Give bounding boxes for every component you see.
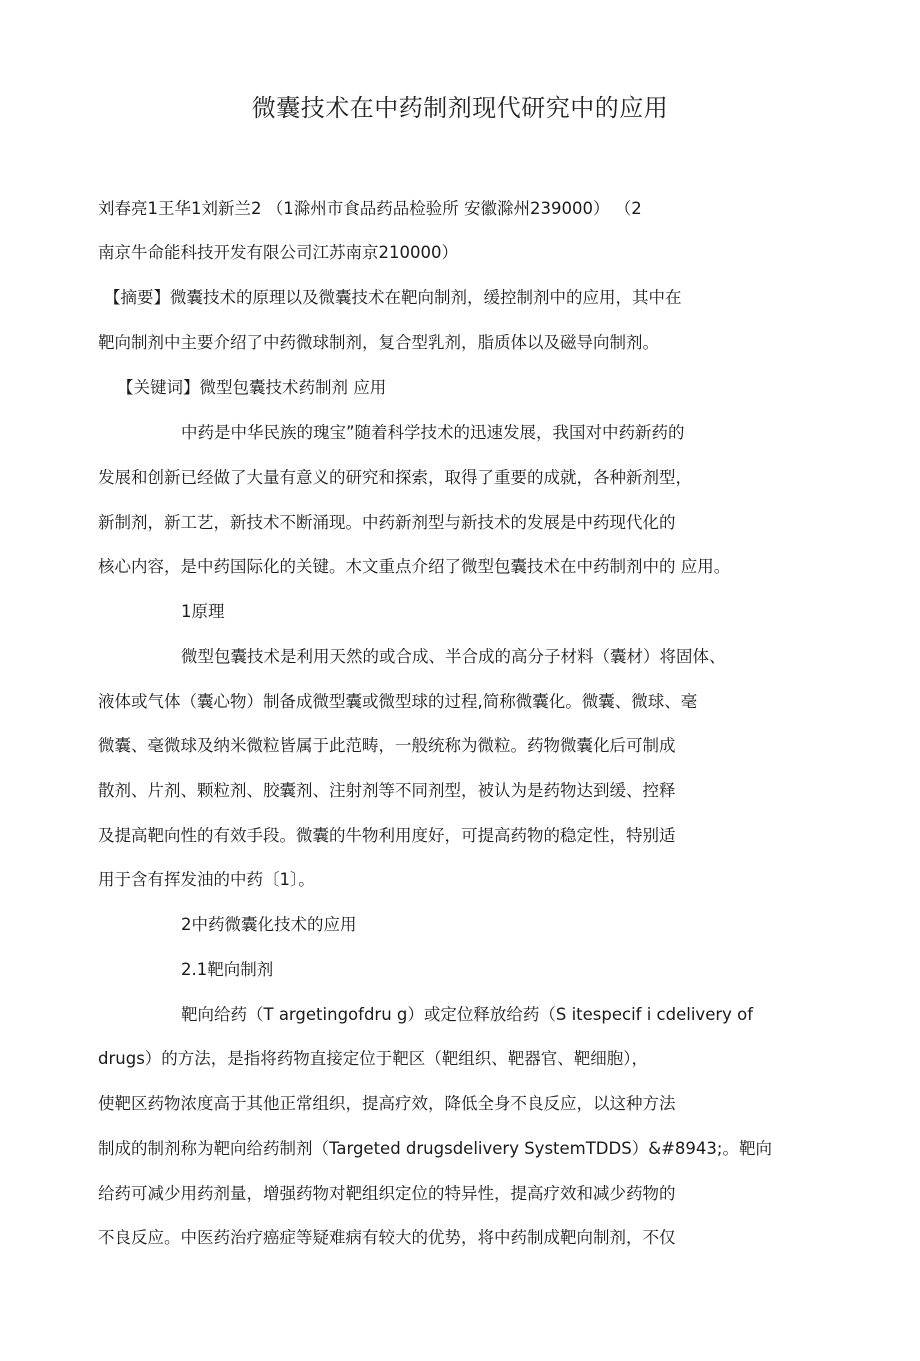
- keywords-line: 【关键词】微型包囊技术药制剂 应用: [117, 378, 387, 397]
- intro-line-1: 中药是中华民族的瑰宝”随着科学技术的迅速发展，我国对中药新药的: [181, 423, 685, 442]
- intro-line-4: 核心内容，是中药国际化的关键。木文重点介绍了微型包囊技术在中药制剂中的 应用。: [98, 557, 731, 576]
- document-title: 微囊技术在中药制剂现代研究中的应用: [251, 94, 669, 122]
- section-heading-1: 1原理: [181, 602, 225, 621]
- author-line-1: 刘春亮1王华1刘新兰2 （1滁州市食品药品检验所 安徽滁州239000） （2: [98, 199, 642, 218]
- author-line-2: 南京牛命能科技开发有限公司江苏南京210000）: [98, 243, 458, 262]
- targeting-line-5: 给药可减少用药剂量，增强药物对靶组织定位的特异性，提高疗效和减少药物的: [98, 1184, 676, 1203]
- principle-line-1: 微型包囊技术是利用天然的或合成、半合成的高分子材料（囊材）将固体、: [181, 647, 726, 666]
- abstract-line-2: 靶向制剂中主要介绍了中药微球制剂，复合型乳剂，脂质体以及磁导向制剂。: [98, 333, 659, 352]
- principle-line-5: 及提高靶向性的有效手段。微囊的牛物利用度好，可提高药物的稳定性，特别适: [98, 826, 676, 845]
- targeting-line-3: 使靶区药物浓度高于其他正常组织，提高疗效，降低全身不良反应，以这种方法: [98, 1094, 676, 1113]
- subsection-heading-2-1: 2.1靶向制剂: [181, 960, 274, 979]
- intro-line-3: 新制剂，新工艺，新技术不断涌现。中药新剂型与新技术的发展是中药现代化的: [98, 513, 676, 532]
- principle-line-4: 散剂、片剂、颗粒剂、胶囊剂、注射剂等不同剂型，被认为是药物达到缓、控释: [98, 781, 676, 800]
- targeting-line-6: 不良反应。中医药治疗癌症等疑难病有较大的优势，将中药制成靶向制剂，不仅: [98, 1228, 676, 1247]
- intro-line-2: 发展和创新已经做了大量有意义的研究和探索，取得了重要的成就，各种新剂型，: [98, 468, 692, 487]
- principle-line-6: 用于含有挥发油的中药〔1〕。: [98, 870, 315, 889]
- targeting-line-2: drugs）的方法，是指将药物直接定位于靶区（靶组织、靶器官、靶细胞），: [98, 1049, 649, 1068]
- targeting-line-1: 靶向给药（T argetingofdru g）或定位释放给药（S itespecif i cdelivery of: [181, 1005, 754, 1024]
- principle-line-2: 液体或气体（囊心物）制备成微型囊或微型球的过程,简称微囊化。微囊、微球、毫: [98, 692, 698, 711]
- principle-line-3: 微囊、毫微球及纳米微粒皆属于此范畴，一般统称为微粒。药物微囊化后可制成: [98, 736, 676, 755]
- abstract-line-1: 【摘要】微囊技术的原理以及微囊技术在靶向制剂，缓控制剂中的应用，其中在: [104, 288, 682, 307]
- section-heading-2: 2中药微囊化技术的应用: [181, 915, 357, 934]
- targeting-line-4: 制成的制剂称为靶向给药制剂（Targeted drugsdelivery SystemTDDS）&#8943;。靶向: [98, 1139, 772, 1158]
